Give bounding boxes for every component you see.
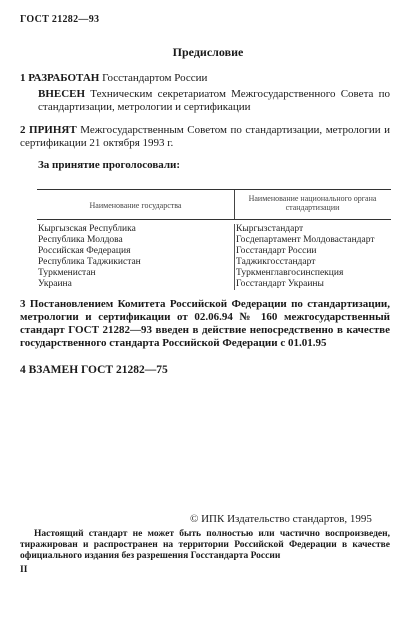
section-lead: ПРИНЯТ [29, 124, 77, 136]
section-number: 2 [20, 124, 26, 136]
table-column-states [38, 224, 230, 290]
page-number: II [20, 565, 28, 575]
section-text: ВЗАМЕН ГОСТ 21282—75 [28, 364, 168, 376]
table-row: Госстандарт России [236, 246, 396, 257]
table-row: Украина [38, 279, 72, 289]
section-2 [20, 124, 390, 150]
section-1-submitted [38, 88, 390, 114]
copyright: © ИПК Издательство стандартов, 1995 [190, 513, 372, 525]
table-row: Кыргызстандарт [236, 224, 396, 235]
section-text: Межгосударственным Советом по стандартизации, метрологии и сертификации 21 октября 1993 г. [20, 124, 391, 149]
table-row: Кыргызская Республика [38, 224, 136, 234]
table-row: Российская Федерация [38, 246, 131, 256]
table-header-body: Наименование национального органа стандартизации [248, 194, 377, 212]
table-row: Таджикгосстандарт [236, 257, 396, 268]
table-column-bodies [236, 224, 396, 290]
page-title: Предисловие [172, 45, 244, 59]
section-4 [20, 364, 390, 377]
section-1 [20, 72, 390, 85]
section-text: Постановлением Комитета Российской Федерации по стандартизации, метрологии и сертификации от 02.06.94 № 160 межгосударственный стандарт ГОСТ 21282—93 введен в действие непосредственно в качестве государственного стандарта Российской Федерации с 01.01.95 [20, 298, 390, 349]
section-number: 4 [20, 364, 26, 376]
vote-heading: За принятие проголосовали: [38, 159, 181, 171]
section-number: 1 [20, 72, 26, 84]
reproduction-notice: Настоящий стандарт не может быть полностью или частично воспроизведен, тиражирован и распространен на территории Российской Федерации в качестве официального издания без разрешения Госстандарта России [20, 529, 390, 561]
table-row: Госдепартамент Молдовастандарт [236, 235, 396, 246]
section-text: Госстандартом России [102, 72, 208, 84]
table-row: Туркменглавгосинспекция [236, 268, 396, 279]
table-row: Туркменистан [38, 268, 96, 278]
section-3 [20, 298, 390, 350]
section-lead: ВНЕСЕН [38, 88, 86, 100]
table-row: Госстандарт Украины [236, 279, 396, 290]
section-number: 3 [20, 298, 26, 310]
document-header: ГОСТ 21282—93 [20, 14, 100, 25]
table-top-rule [37, 189, 391, 190]
table-row: Республика Молдова [38, 235, 123, 245]
table-header-state: Наименование государства [89, 201, 182, 210]
table-header-rule [37, 219, 391, 220]
table-row: Республика Таджикистан [38, 257, 141, 267]
section-text: Техническим секретариатом Межгосударственного Совета по стандартизации, метрологии и сертификации [38, 88, 390, 113]
section-lead: РАЗРАБОТАН [28, 72, 100, 84]
